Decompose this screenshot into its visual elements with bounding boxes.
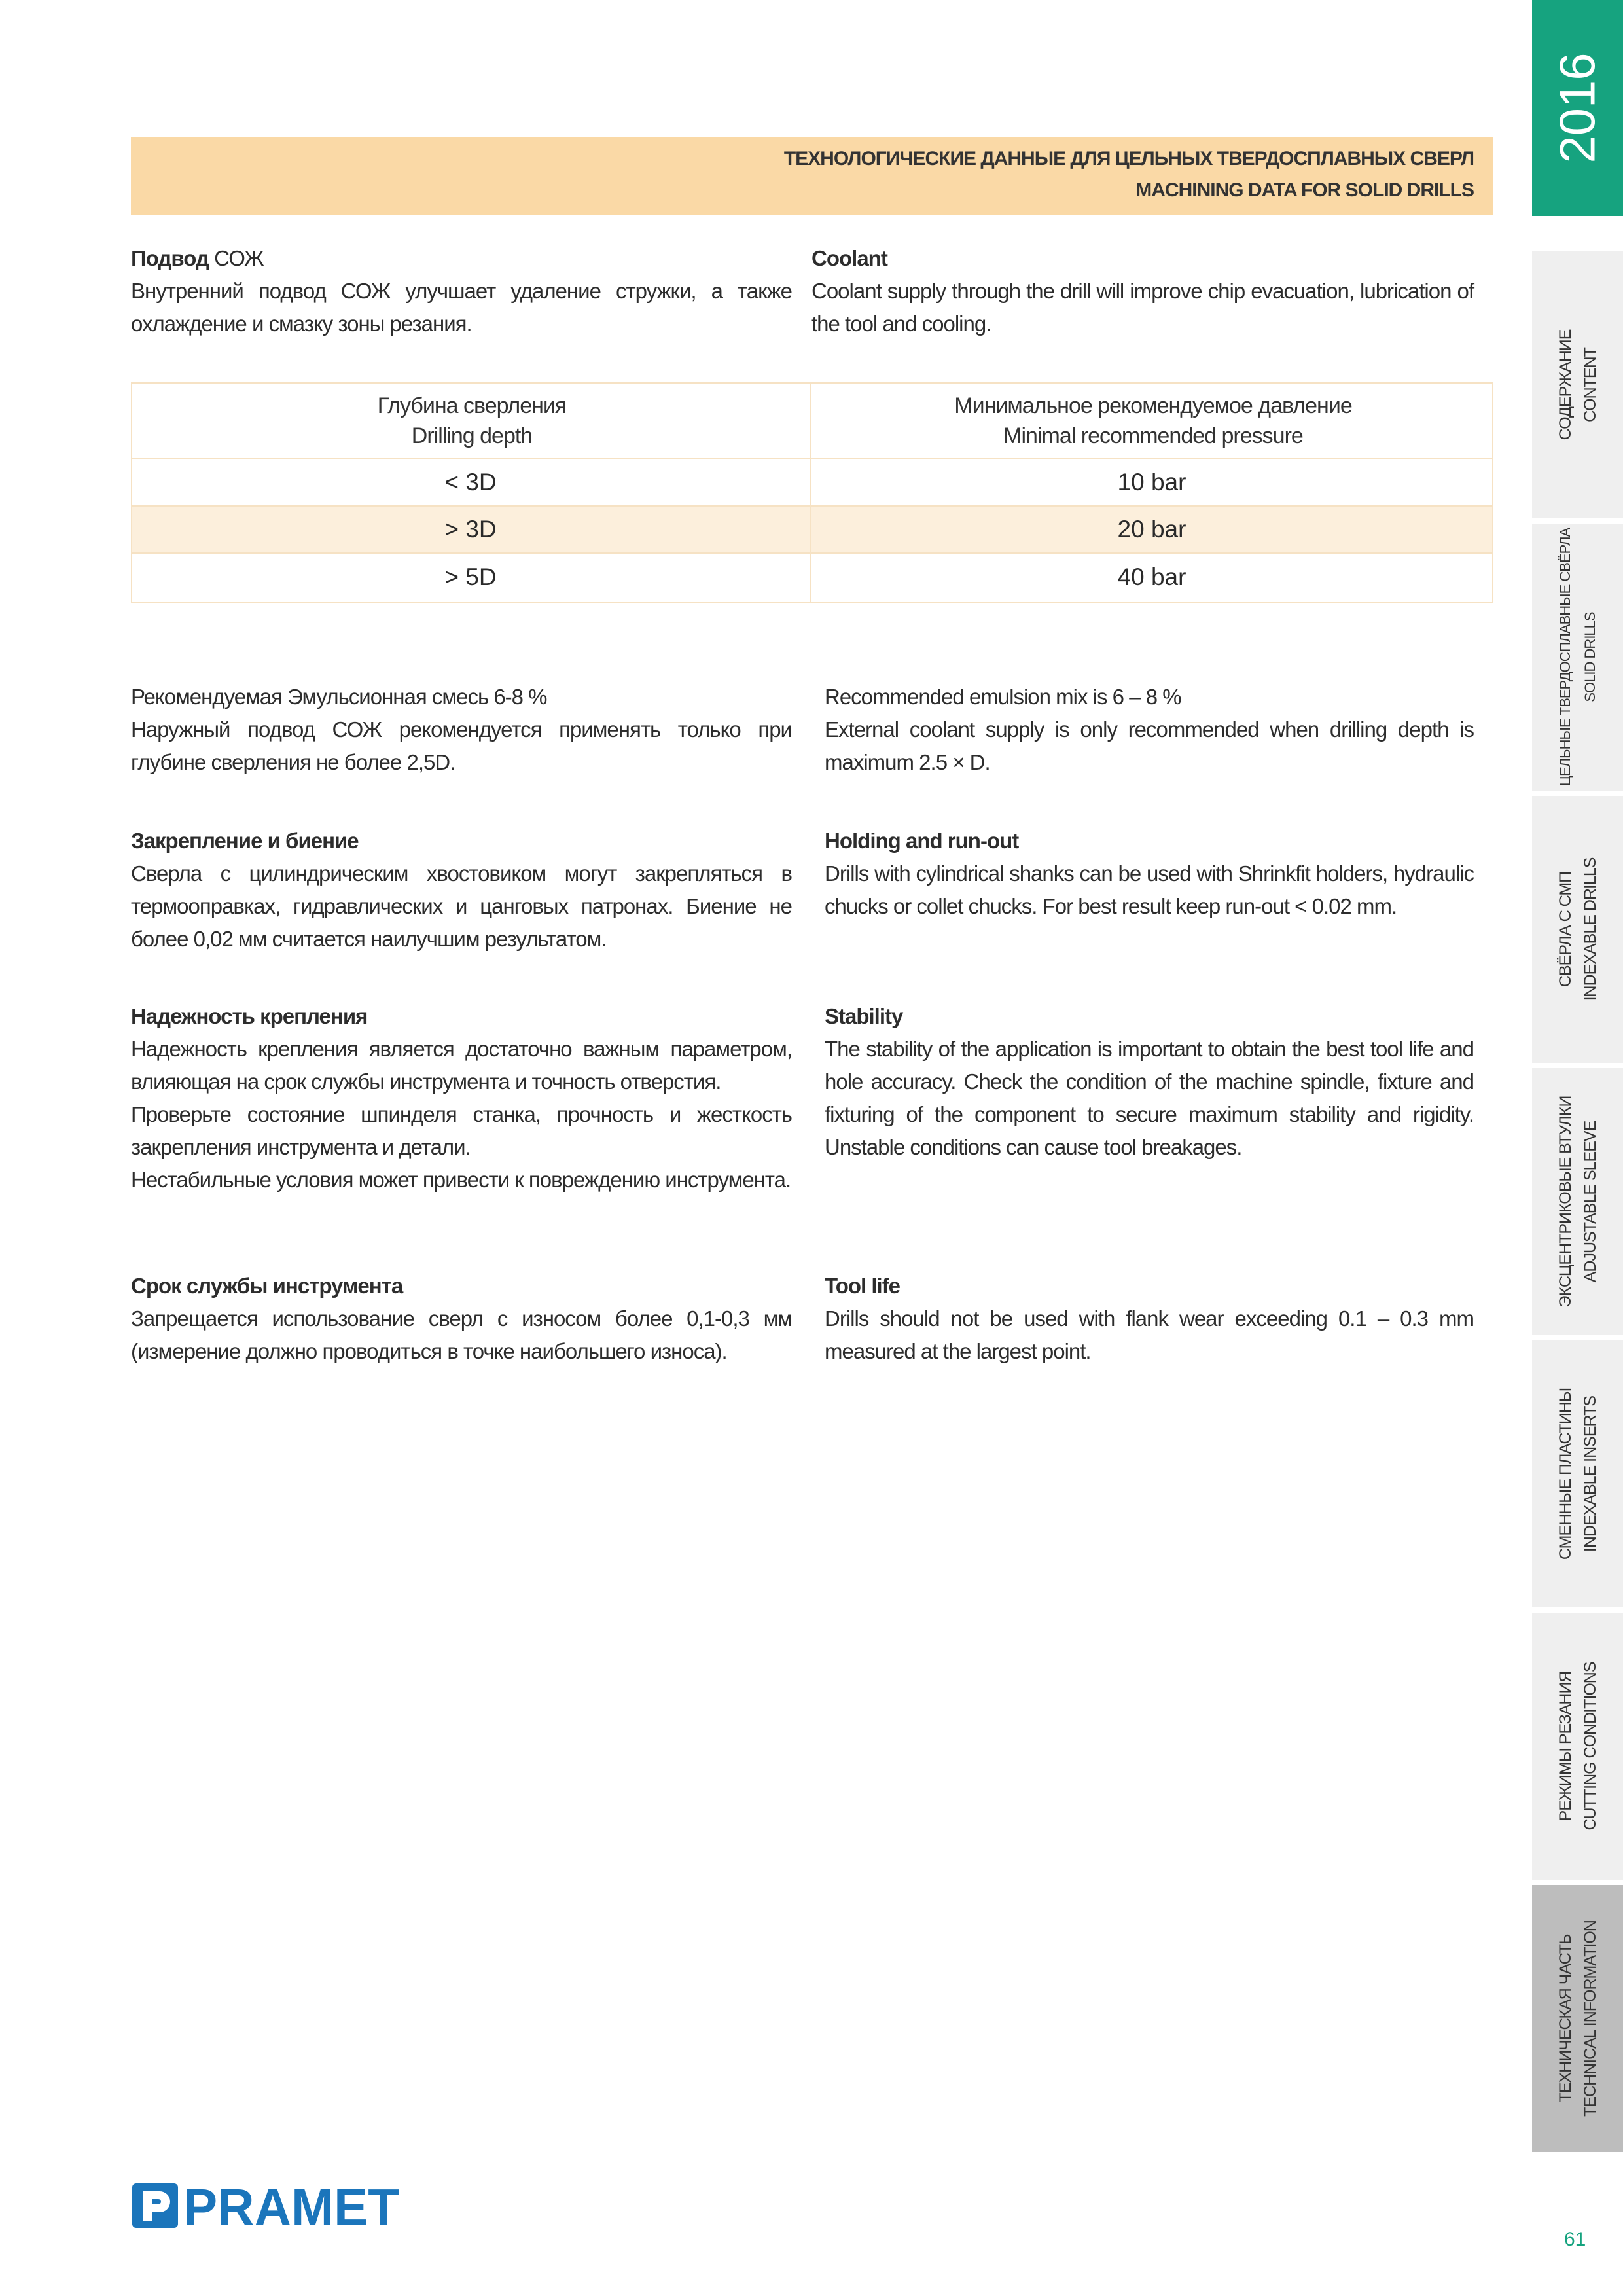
holding-en-heading: Holding and run-out	[825, 829, 1019, 853]
holding-ru-text: Сверла с цилиндрическим хвостовиком могут закрепляться в термооправках, гидравлических и цанговых патронах. Биение не более 0,02 мм считается наилучшим результатом.	[131, 861, 792, 951]
chapter-sidebar	[1532, 0, 1623, 2296]
toollife-ru-block	[131, 1270, 792, 1368]
table-cell-depth: > 5D	[444, 564, 497, 590]
toollife-en-text: Drills should not be used with flank wear exceeding 0.1 – 0.3 mm measured at the largest point.	[825, 1306, 1474, 1363]
tab-technical-information[interactable]: ТЕХНИЧЕСКАЯ ЧАСТЬ TECHNICAL INFORMATION	[1532, 1885, 1623, 2152]
tab-indexable-inserts[interactable]: СМЕННЫЕ ПЛАСТИНЫ INDEXABLE INSERTS	[1532, 1340, 1623, 1607]
tab-solid-drills[interactable]: ЦЕЛЬНЫЕ ТВЕРДОСПЛАВНЫЕ СВЁРЛА SOLID DRILLS	[1532, 524, 1623, 791]
coolant-ru-heading-bold: Подвод	[131, 246, 209, 270]
table-header-depth: Глубина сверления Drilling depth	[377, 393, 567, 448]
table-cell-pressure: 10 bar	[1117, 469, 1186, 495]
coolant-en-text: Coolant supply through the drill will improve chip evacuation, lubrication of the tool and cooling.	[812, 279, 1474, 336]
emulsion-ru-line1: Рекомендуемая Эмульсионная смесь 6-8 %	[131, 685, 547, 709]
holding-ru-block	[131, 825, 792, 956]
table-cell-pressure: 40 bar	[1117, 564, 1186, 590]
table-header-pressure: Минимальное рекомендуемое давление Minimal recommended pressure	[954, 393, 1352, 448]
table-cell-depth: < 3D	[444, 469, 497, 495]
tab-indexable-drills[interactable]: СВЁРЛА С СМП INDEXABLE DRILLS	[1532, 796, 1623, 1063]
emulsion-en-block	[825, 681, 1474, 779]
tab-content[interactable]: СОДЕРЖАНИЕ CONTENT	[1532, 251, 1623, 518]
coolant-en-block	[812, 242, 1474, 340]
emulsion-en-line1: Recommended emulsion mix is 6 – 8 %	[825, 685, 1181, 709]
toollife-ru-heading: Срок службы инструмента	[131, 1274, 403, 1298]
toollife-ru-text: Запрещается использование сверл с износом более 0,1-0,3 мм (измерение должно проводиться в точке наибольшего износа).	[131, 1306, 792, 1363]
year-label: 2016	[1550, 52, 1605, 164]
pramet-logo	[131, 2179, 406, 2232]
emulsion-ru-block	[131, 681, 792, 779]
pramet-logo-text: PRAMET	[183, 2179, 400, 2232]
coolant-ru-text: Внутренний подвод СОЖ улучшает удаление стружки, а также охлаждение и смазку зоны резания.	[131, 279, 792, 336]
coolant-ru-block	[131, 242, 792, 340]
table-border	[131, 382, 1493, 603]
stability-en-block	[825, 1000, 1474, 1164]
section-banner	[131, 137, 1493, 215]
stability-ru-p2: Проверьте состояние шпинделя станка, прочность и жесткость закрепления инструмента и детали.	[131, 1102, 792, 1159]
stability-ru-block	[131, 1000, 792, 1196]
table-divider	[810, 382, 812, 603]
year-tab	[1532, 0, 1623, 216]
coolant-ru-heading-rest: СОЖ	[208, 246, 264, 270]
page-number: 61	[1564, 2229, 1586, 2250]
toollife-en-heading: Tool life	[825, 1274, 901, 1298]
stability-ru-p3: Нестабильные условия может привести к повреждению инструмента.	[131, 1168, 791, 1192]
coolant-en-heading: Coolant	[812, 246, 887, 270]
toollife-en-block	[825, 1270, 1474, 1368]
stability-en-heading: Stability	[825, 1004, 903, 1028]
stability-ru-heading: Надежность крепления	[131, 1004, 368, 1028]
table-cell-pressure: 20 bar	[1117, 516, 1186, 543]
banner-title-en: MACHINING DATA FOR SOLID DRILLS	[1135, 179, 1474, 201]
emulsion-en-line2: External coolant supply is only recommended when drilling depth is maximum 2.5 × D.	[825, 717, 1474, 774]
tab-adjustable-sleeve[interactable]: ЭКСЦЕНТРИКОВЫЕ ВТУЛКИ ADJUSTABLE SLEEVE	[1532, 1068, 1623, 1335]
banner-title-ru: ТЕХНОЛОГИЧЕСКИЕ ДАННЫЕ ДЛЯ ЦЕЛЬНЫХ ТВЕРДОСПЛАВНЫХ СВЕРЛ	[783, 148, 1474, 170]
holding-ru-heading: Закрепление и биение	[131, 829, 359, 853]
tab-cutting-conditions[interactable]: РЕЖИМЫ РЕЗАНИЯ CUTTING CONDITIONS	[1532, 1613, 1623, 1880]
emulsion-ru-line2: Наружный подвод СОЖ рекомендуется применять только при глубине сверления не более 2,5D.	[131, 717, 792, 774]
holding-en-text: Drills with cylindrical shanks can be used with Shrinkfit holders, hydraulic chucks or collet chucks. For best result keep run-out < 0.02 mm.	[825, 861, 1474, 918]
stability-en-text: The stability of the application is important to obtain the best tool life and hole accuracy. Check the condition of the machine spindle, fixture and fixturing of the component to secure maximum stability and rigidity. Unstable conditions can cause tool breakages.	[825, 1037, 1474, 1159]
pramet-logo-mark	[132, 2183, 178, 2228]
stability-ru-p1: Надежность крепления является достаточно важным параметром, влияющая на срок службы инструмента и точность отверстия.	[131, 1037, 792, 1094]
table-cell-depth: > 3D	[444, 516, 497, 543]
holding-en-block	[825, 825, 1474, 923]
